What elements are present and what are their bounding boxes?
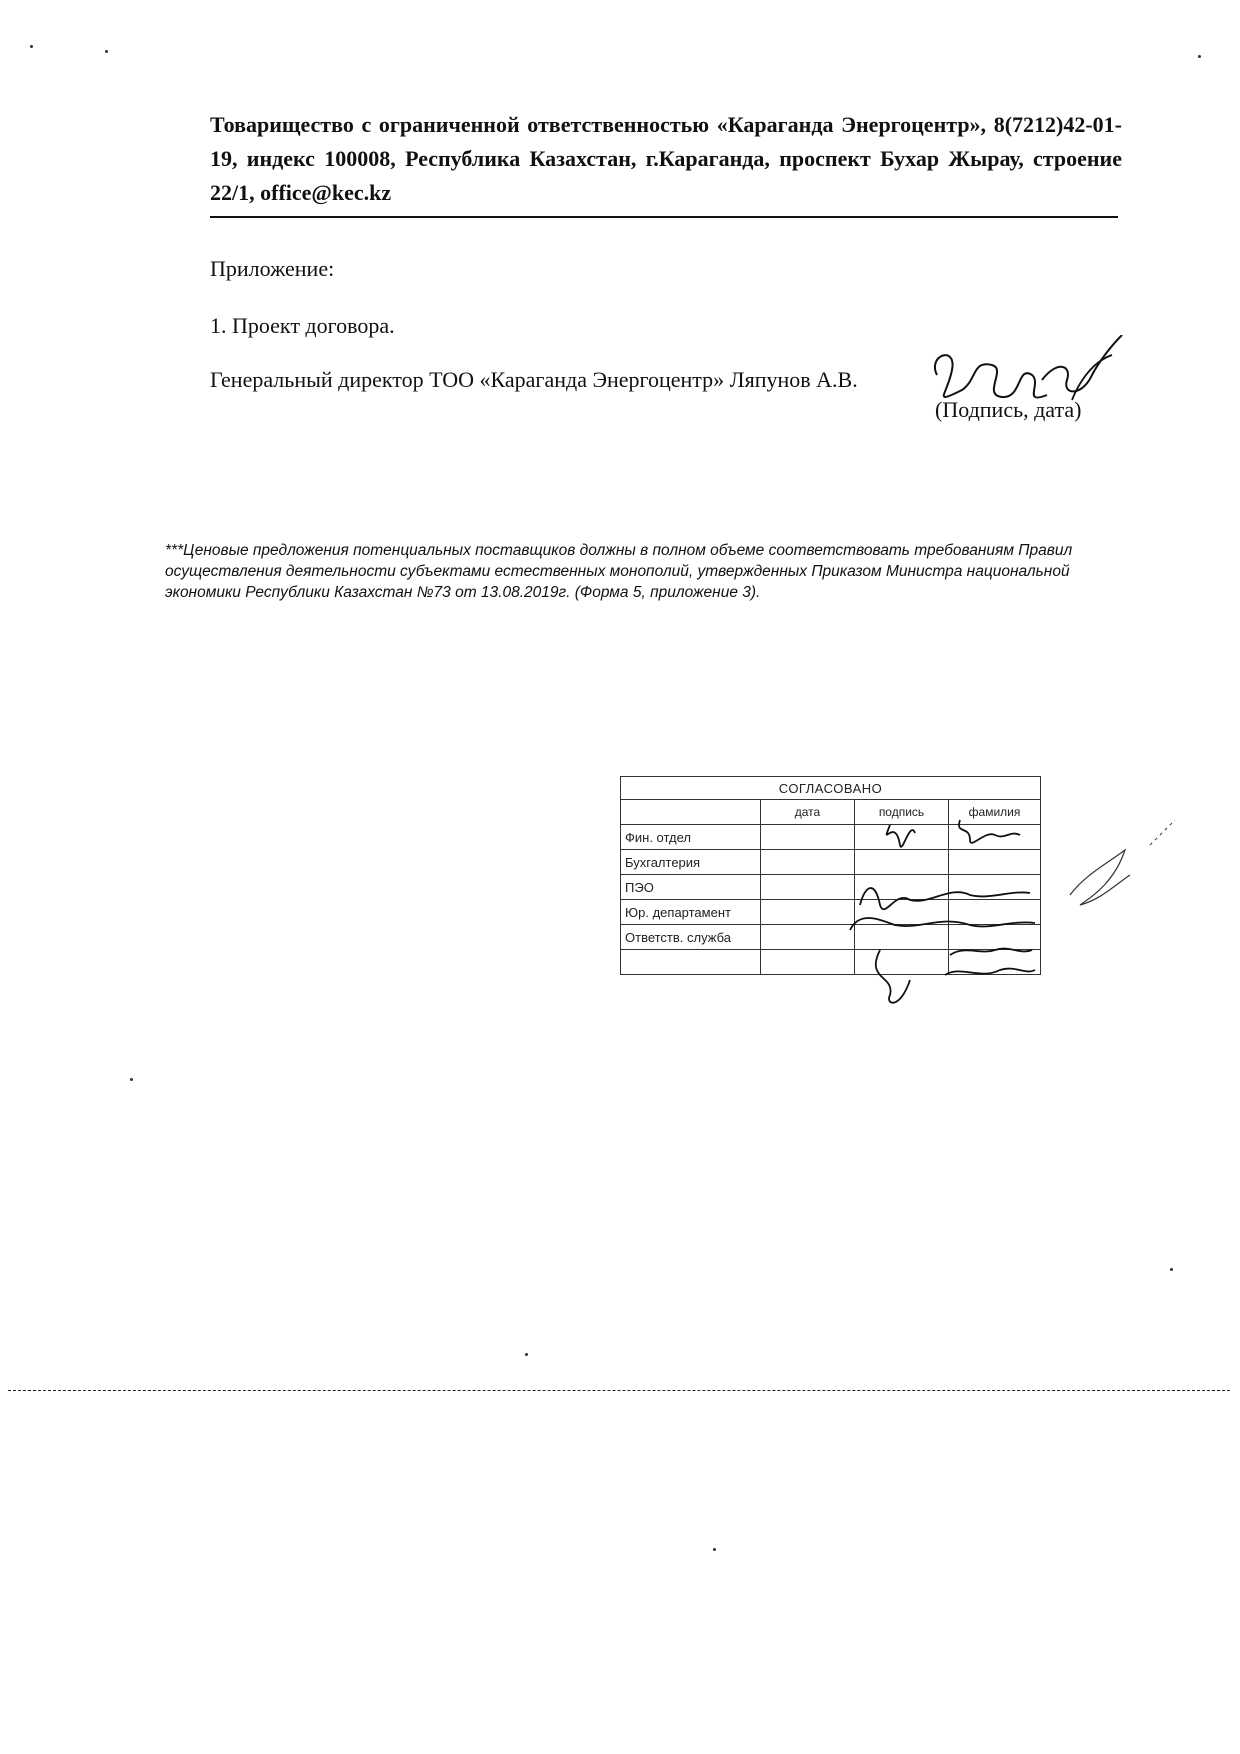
- stamp-row-label: Бухгалтерия: [621, 850, 761, 875]
- stamp-signatures: [820, 805, 1180, 1015]
- stamp-title: СОГЛАСОВАНО: [621, 777, 1041, 800]
- scan-speck: [30, 45, 33, 48]
- scan-speck: [105, 50, 108, 53]
- stamp-col-date: дата: [761, 800, 855, 825]
- scan-speck: [525, 1353, 528, 1356]
- stamp-row-label: ПЭО: [621, 875, 761, 900]
- stamp-header-blank: [621, 800, 761, 825]
- footnote: ***Ценовые предложения потенциальных поставщиков должны в полном объеме соответствовать требованиям Правил осуществления деятельности субъектами естественных монополий, утвержденных Приказом Министра национальной экономики Республики Казахстан №73 от 13.08.2019г. (Форма 5, приложение 3).: [165, 542, 1073, 601]
- scan-speck: [1198, 55, 1201, 58]
- attachment-item: 1. Проект договора.: [210, 313, 395, 338]
- stamp-col-surname: фамилия: [949, 800, 1041, 825]
- scan-speck: [1170, 1268, 1173, 1271]
- attachments-label: Приложение:: [210, 256, 335, 281]
- stamp-row-label: Ответств. служба: [621, 925, 761, 950]
- stamp-row-label: Юр. департамент: [621, 900, 761, 925]
- stamp-row-label: [621, 950, 761, 975]
- company-header: Товарищество с ограниченной ответственностью «Караганда Энергоцентр», 8(7212)42-01-19, индекс 100008, Республика Казахстан, г.Караганда, проспект Бухар Жырау, строение 22/1, office@kec.kz: [210, 112, 1122, 205]
- signer-line: Генеральный директор ТОО «Караганда Энергоцентр» Ляпунов А.В.: [210, 367, 858, 392]
- stamp-col-signature: подпись: [855, 800, 949, 825]
- signature-caption: (Подпись, дата): [935, 397, 1082, 422]
- scan-speck: [130, 1078, 133, 1081]
- header-divider: [210, 216, 1118, 218]
- scan-speck: [713, 1548, 716, 1551]
- page-bottom-divider: [8, 1390, 1230, 1391]
- stamp-row-label: Фин. отдел: [621, 825, 761, 850]
